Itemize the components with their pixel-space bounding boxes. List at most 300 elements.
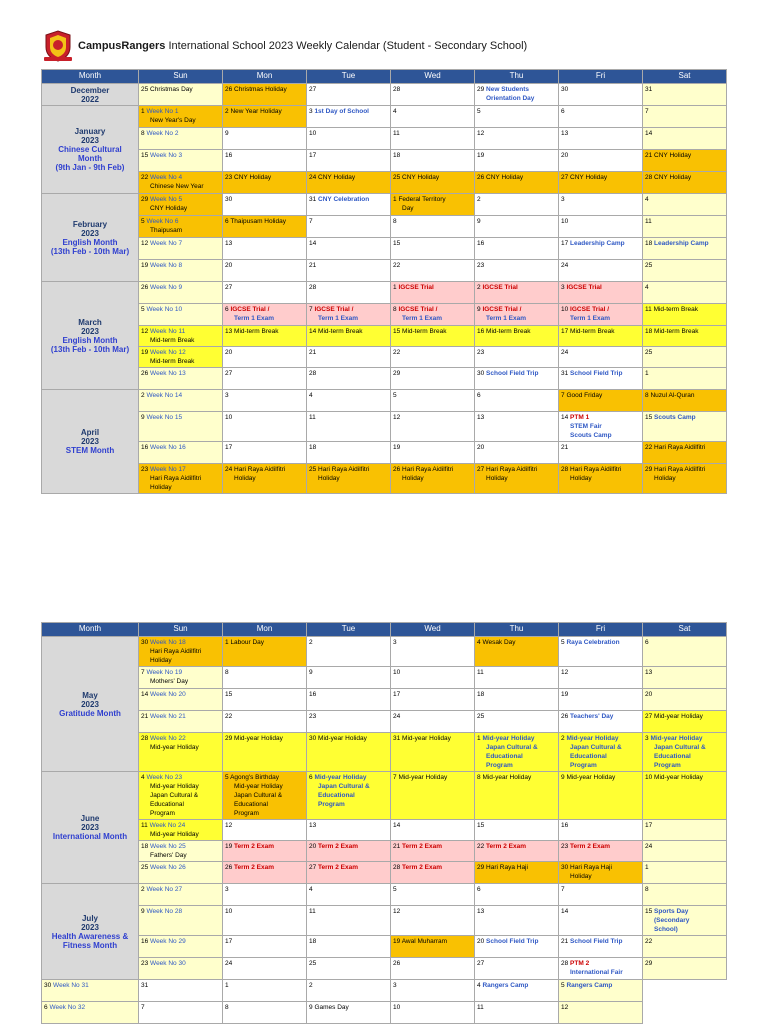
- day-cell: [139, 936, 223, 958]
- day-number: 19: [393, 938, 401, 945]
- day-event: Games Day: [314, 1004, 349, 1011]
- day-cell: [475, 106, 559, 128]
- day-note: Holiday: [318, 475, 340, 482]
- day-cell: [475, 150, 559, 172]
- day-number: 5: [141, 306, 145, 313]
- day-cell: [223, 216, 307, 238]
- day-cell: [223, 862, 307, 884]
- day-number: 1: [225, 639, 229, 646]
- day-number: 20: [477, 938, 485, 945]
- month-line: Month: [78, 154, 102, 163]
- day-event: PTM 1: [570, 414, 590, 421]
- day-number: 18: [477, 691, 485, 698]
- day-cell: [643, 906, 727, 936]
- day-cell: [223, 326, 307, 347]
- day-event: Hari Raya Aidilfitri: [486, 466, 538, 473]
- column-header-wed: Wed: [391, 623, 475, 637]
- day-cell: [307, 172, 391, 194]
- day-event: Week No 19: [146, 669, 183, 676]
- day-event: New Students: [486, 86, 530, 93]
- day-number: 17: [561, 328, 569, 335]
- day-number: 8: [225, 669, 229, 676]
- day-cell: [391, 128, 475, 150]
- day-number: 4: [309, 392, 313, 399]
- day-cell: [223, 390, 307, 412]
- day-cell: [643, 958, 727, 980]
- day-cell: [223, 906, 307, 936]
- day-number: 23: [141, 466, 149, 473]
- day-number: 3: [393, 982, 397, 989]
- month-label-jun: [42, 772, 139, 884]
- day-number: 22: [393, 262, 401, 269]
- day-number: 29: [141, 196, 149, 203]
- month-line: (9th Jan - 9th Feb): [55, 163, 125, 172]
- day-number: 6: [645, 639, 649, 646]
- day-cell: [475, 906, 559, 936]
- day-cell: [223, 637, 307, 667]
- day-cell: [307, 1002, 391, 1024]
- week-row: [42, 368, 727, 390]
- day-cell: [139, 711, 223, 733]
- day-note: STEM Fair Scouts Camp: [570, 423, 612, 439]
- day-event: Week No 26: [150, 864, 186, 871]
- day-cell: [643, 84, 727, 106]
- day-number: 17: [225, 938, 233, 945]
- day-number: 4: [645, 284, 649, 291]
- day-event: Week No 22: [150, 735, 186, 742]
- day-number: 16: [225, 152, 233, 159]
- day-number: 9: [225, 130, 229, 137]
- day-cell: [391, 772, 475, 820]
- day-cell: [139, 172, 223, 194]
- day-number: 24: [225, 466, 233, 473]
- day-cell: [475, 347, 559, 368]
- week-row: [42, 150, 727, 172]
- week-row: [42, 637, 727, 667]
- day-number: 10: [645, 774, 653, 781]
- day-note: Term 1 Exam: [318, 315, 358, 322]
- month-line: Fitness Month: [62, 940, 118, 950]
- day-cell: [559, 194, 643, 216]
- day-event: Mid-term Break: [486, 328, 531, 335]
- day-number: 23: [225, 174, 233, 181]
- day-event: Leadership Camp: [654, 240, 709, 247]
- day-number: 28: [561, 960, 569, 967]
- day-cell: [223, 733, 307, 772]
- day-cell: [139, 958, 223, 980]
- column-header-month: Month: [42, 623, 139, 637]
- day-number: 16: [477, 328, 485, 335]
- day-cell: [559, 172, 643, 194]
- day-number: 26: [393, 466, 401, 473]
- week-row: [42, 216, 727, 238]
- day-cell: [559, 216, 643, 238]
- day-number: 19: [141, 262, 149, 269]
- day-number: 20: [477, 444, 485, 451]
- month-line: 2023: [81, 922, 99, 932]
- day-number: 26: [141, 370, 149, 377]
- day-note: CNY Holiday: [150, 205, 188, 212]
- day-note: Orientation Day: [486, 95, 535, 102]
- day-cell: [643, 238, 727, 260]
- day-number: 18: [645, 240, 653, 247]
- day-event: IGCSE Trial: [398, 284, 434, 291]
- day-cell: [139, 238, 223, 260]
- day-number: 15: [645, 908, 653, 915]
- day-number: 17: [309, 152, 317, 159]
- day-cell: [391, 936, 475, 958]
- day-event: Hari Raya Aidilfitri: [654, 444, 706, 451]
- day-number: 8: [645, 392, 649, 399]
- day-event: Leadership Camp: [570, 240, 625, 247]
- day-number: 8: [225, 1004, 229, 1011]
- brand-name: Rangers: [121, 40, 166, 52]
- day-cell: [223, 238, 307, 260]
- day-number: 2: [309, 639, 313, 646]
- day-cell: [223, 172, 307, 194]
- day-number: 7: [393, 774, 397, 781]
- day-cell: [559, 733, 643, 772]
- day-number: 26: [141, 284, 149, 291]
- day-cell: [559, 936, 643, 958]
- day-event: Term 2 Exam: [570, 843, 611, 850]
- day-cell: [559, 1002, 643, 1024]
- day-note: Mothers' Day: [150, 678, 189, 685]
- day-number: 18: [645, 328, 653, 335]
- day-event: IGCSE Trial /: [570, 306, 610, 313]
- day-event: Term 2 Exam: [318, 864, 359, 871]
- day-number: 26: [561, 713, 569, 720]
- day-cell: [139, 772, 223, 820]
- day-number: 6: [225, 306, 229, 313]
- day-number: 11: [141, 822, 148, 829]
- day-event: Thaipusam Holiday: [230, 218, 286, 225]
- day-event: Mid-year Holiday: [318, 735, 367, 742]
- day-cell: [643, 841, 727, 862]
- day-number: 19: [141, 349, 149, 356]
- month-label-apr: [42, 390, 139, 494]
- day-number: 25: [393, 174, 401, 181]
- day-cell: [223, 282, 307, 304]
- day-cell: [223, 711, 307, 733]
- day-cell: [307, 689, 391, 711]
- day-cell: [307, 194, 391, 216]
- week-row: [42, 936, 727, 958]
- day-number: 1: [225, 982, 229, 989]
- day-number: 14: [309, 240, 317, 247]
- day-cell: [223, 958, 307, 980]
- day-number: 23: [477, 262, 485, 269]
- day-number: 25: [141, 864, 149, 871]
- day-cell: [307, 304, 391, 326]
- day-cell: [475, 711, 559, 733]
- day-event: Week No 16: [150, 444, 186, 451]
- column-header-tue: Tue: [307, 70, 391, 84]
- day-number: 27: [561, 174, 569, 181]
- day-number: 3: [561, 284, 565, 291]
- day-cell: [391, 980, 475, 1002]
- day-cell: [307, 128, 391, 150]
- day-cell: [559, 689, 643, 711]
- day-note: Holiday: [234, 475, 256, 482]
- calendar-title: [78, 40, 527, 52]
- day-number: 25: [477, 713, 485, 720]
- day-event: 1st Day of School: [314, 108, 369, 115]
- week-row: [42, 980, 727, 1002]
- day-cell: [307, 150, 391, 172]
- day-event: Agong's Birthday: [230, 774, 280, 781]
- week-row: [42, 689, 727, 711]
- day-cell: [391, 368, 475, 390]
- day-cell: [391, 238, 475, 260]
- day-number: 20: [225, 262, 233, 269]
- day-number: 20: [645, 691, 653, 698]
- day-cell: [559, 282, 643, 304]
- day-number: 22: [225, 713, 233, 720]
- day-number: 12: [393, 908, 401, 915]
- day-number: 28: [309, 284, 317, 291]
- day-event: Mid-year Holiday: [654, 713, 703, 720]
- day-cell: [559, 820, 643, 841]
- day-number: 6: [225, 218, 229, 225]
- day-event: Mid-year Holiday: [234, 735, 283, 742]
- day-cell: [139, 733, 223, 772]
- day-cell: [475, 412, 559, 442]
- day-number: 1: [645, 370, 649, 377]
- day-event: Week No 2: [146, 130, 179, 137]
- day-number: 3: [645, 735, 649, 742]
- day-number: 27: [309, 864, 317, 871]
- day-number: 2: [561, 735, 565, 742]
- day-number: 14: [309, 328, 317, 335]
- week-row: [42, 304, 727, 326]
- day-cell: [559, 238, 643, 260]
- day-cell: [643, 216, 727, 238]
- week-row: [42, 820, 727, 841]
- day-note: Mid-year Holiday: [150, 744, 199, 751]
- day-cell: [559, 106, 643, 128]
- day-number: 3: [309, 108, 313, 115]
- day-cell: [139, 304, 223, 326]
- day-number: 10: [393, 669, 401, 676]
- month-line: March: [78, 317, 102, 327]
- day-cell: [391, 347, 475, 368]
- day-cell: [139, 689, 223, 711]
- month-line: May: [82, 690, 98, 700]
- day-number: 9: [141, 908, 145, 915]
- day-number: 15: [141, 152, 149, 159]
- day-cell: [475, 368, 559, 390]
- day-number: 13: [477, 908, 485, 915]
- day-number: 9: [309, 1004, 313, 1011]
- day-cell: [307, 260, 391, 282]
- month-line: English Month: [62, 237, 118, 247]
- month-line: April: [80, 428, 100, 437]
- day-number: 9: [141, 414, 145, 421]
- day-event: Week No 24: [149, 822, 186, 829]
- day-event: Week No 29: [150, 938, 186, 945]
- day-note: Japan Cultural & Educational Program: [570, 744, 622, 769]
- day-note: Hari Raya Aidilfitri Holiday: [150, 475, 202, 491]
- day-cell: [223, 106, 307, 128]
- day-cell: [139, 1002, 223, 1024]
- day-event: Nuzul Al-Quran: [650, 392, 695, 399]
- day-number: 7: [561, 392, 565, 399]
- day-note: Term 1 Exam: [234, 315, 274, 322]
- day-cell: [643, 711, 727, 733]
- day-number: 3: [561, 196, 565, 203]
- day-number: 3: [393, 639, 397, 646]
- day-cell: [559, 84, 643, 106]
- day-event: Federal Territory: [398, 196, 446, 203]
- calendar-header: [42, 28, 742, 64]
- month-label-mar: [42, 282, 139, 390]
- day-number: 16: [141, 444, 149, 451]
- day-note: Thaipusam: [150, 227, 183, 234]
- day-event: Scouts Camp: [654, 414, 696, 421]
- day-number: 8: [141, 130, 145, 137]
- column-header-mon: Mon: [223, 70, 307, 84]
- day-number: 6: [477, 392, 481, 399]
- week-row: [42, 884, 727, 906]
- day-cell: [643, 772, 727, 820]
- day-number: 16: [561, 822, 569, 829]
- day-number: 9: [477, 218, 481, 225]
- day-cell: [643, 106, 727, 128]
- day-cell: [475, 862, 559, 884]
- day-number: 11: [477, 669, 484, 676]
- day-cell: [475, 884, 559, 906]
- day-number: 1: [141, 108, 145, 115]
- column-header-sun: Sun: [139, 70, 223, 84]
- month-line: Chinese Cultural: [58, 145, 122, 154]
- day-note: Holiday: [654, 475, 676, 482]
- day-cell: [307, 772, 391, 820]
- day-number: 4: [309, 886, 313, 893]
- day-number: 28: [393, 86, 401, 93]
- day-number: 9: [309, 669, 313, 676]
- day-cell: [475, 442, 559, 464]
- week-row: [42, 84, 727, 106]
- day-cell: [307, 820, 391, 841]
- day-number: 31: [645, 86, 653, 93]
- day-event: School Field Trip: [570, 938, 623, 945]
- day-number: 12: [141, 240, 149, 247]
- day-event: Hari Raya Haji: [486, 864, 528, 871]
- week-row: [42, 326, 727, 347]
- week-row: [42, 238, 727, 260]
- day-cell: [559, 347, 643, 368]
- week-row: [42, 347, 727, 368]
- day-event: Week No 23: [146, 774, 183, 781]
- day-cell: [223, 368, 307, 390]
- day-event: Week No 14: [146, 392, 183, 399]
- day-cell: [223, 260, 307, 282]
- day-cell: [391, 304, 475, 326]
- day-cell: [475, 464, 559, 494]
- day-number: 15: [645, 414, 653, 421]
- day-number: 11: [645, 306, 652, 313]
- day-cell: [643, 347, 727, 368]
- day-cell: [307, 390, 391, 412]
- day-note: Mid-term Break: [150, 337, 195, 344]
- day-number: 7: [561, 886, 565, 893]
- day-number: 28: [141, 735, 149, 742]
- day-number: 2: [141, 886, 145, 893]
- day-number: 11: [645, 218, 652, 225]
- day-number: 12: [141, 328, 149, 335]
- day-cell: [223, 772, 307, 820]
- day-cell: [139, 347, 223, 368]
- day-cell: [223, 980, 307, 1002]
- column-header-fri: Fri: [559, 70, 643, 84]
- day-cell: [42, 1002, 139, 1024]
- day-number: 5: [225, 774, 229, 781]
- day-cell: [139, 980, 223, 1002]
- day-note: Mid-year Holiday Japan Cultural & Educational Program: [150, 783, 199, 817]
- day-cell: [391, 820, 475, 841]
- day-number: 25: [309, 466, 317, 473]
- day-cell: [643, 282, 727, 304]
- day-note: Holiday: [570, 873, 592, 880]
- day-number: 10: [561, 218, 569, 225]
- day-cell: [643, 128, 727, 150]
- calendar-table-jan-apr: [41, 69, 727, 494]
- day-number: 26: [393, 960, 401, 967]
- month-line: Gratitude Month: [59, 708, 121, 718]
- day-cell: [391, 689, 475, 711]
- day-number: 14: [561, 414, 569, 421]
- day-number: 7: [645, 108, 649, 115]
- day-cell: [475, 282, 559, 304]
- day-number: 27: [477, 960, 485, 967]
- day-number: 24: [645, 843, 653, 850]
- day-event: Week No 32: [49, 1004, 86, 1011]
- week-row: [42, 442, 727, 464]
- day-cell: [559, 390, 643, 412]
- day-cell: [139, 667, 223, 689]
- day-cell: [139, 368, 223, 390]
- day-cell: [307, 711, 391, 733]
- day-cell: [139, 150, 223, 172]
- day-number: 8: [477, 774, 481, 781]
- day-number: 6: [477, 886, 481, 893]
- day-cell: [139, 260, 223, 282]
- day-number: 2: [225, 108, 229, 115]
- month-line: 2022: [81, 94, 99, 104]
- day-number: 18: [393, 152, 401, 159]
- day-event: Week No 7: [150, 240, 183, 247]
- day-cell: [475, 733, 559, 772]
- day-number: 11: [477, 1004, 484, 1011]
- day-number: 28: [561, 466, 569, 473]
- day-number: 13: [477, 414, 485, 421]
- day-cell: [475, 936, 559, 958]
- week-row: [42, 412, 727, 442]
- day-event: Mid-term Break: [570, 328, 615, 335]
- day-number: 3: [225, 886, 229, 893]
- day-number: 21: [393, 843, 401, 850]
- month-line: 2023: [81, 136, 99, 145]
- day-number: 31: [561, 370, 569, 377]
- week-row: [42, 906, 727, 936]
- day-cell: [391, 172, 475, 194]
- day-cell: [475, 637, 559, 667]
- day-number: 5: [477, 108, 481, 115]
- day-cell: [559, 980, 643, 1002]
- day-number: 1: [393, 196, 397, 203]
- day-number: 19: [393, 444, 401, 451]
